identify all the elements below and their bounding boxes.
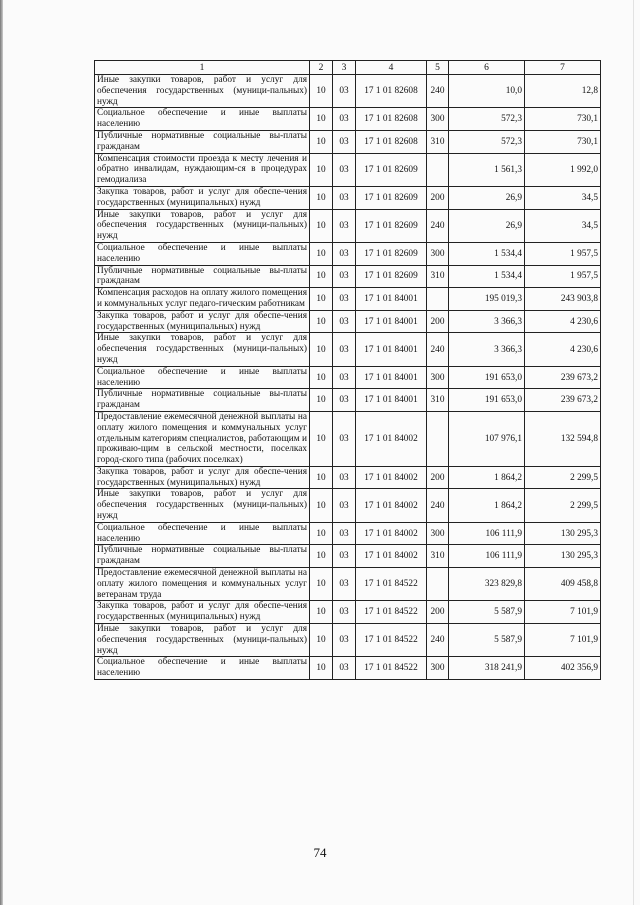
section-cell: 10 — [310, 624, 333, 657]
amount-year1-cell: 1 864,2 — [449, 489, 525, 522]
amount-year1-cell: 5 587,9 — [449, 624, 525, 657]
amount-year2-cell: 409 458,8 — [525, 568, 601, 601]
table-row — [95, 466, 601, 489]
row-name-cell: Иные закупки товаров, работ и услуг для обеспечения государственных (муници-пальных) нужд — [95, 624, 310, 657]
amount-year1-cell: 106 111,9 — [449, 545, 525, 568]
table-row — [95, 601, 601, 624]
header-row — [95, 61, 601, 75]
expense-type-cell: 310 — [427, 130, 449, 153]
amount-year2-cell: 34,5 — [525, 186, 601, 209]
amount-year2-cell: 4 230,6 — [525, 333, 601, 366]
amount-year1-cell: 3 366,3 — [449, 310, 525, 333]
row-name-cell: Закупка товаров, работ и услуг для обеспе-чения государственных (муниципальных) нужд — [95, 310, 310, 333]
expense-type-cell: 300 — [427, 657, 449, 680]
row-name-cell: Социальное обеспечение и иные выплаты населению — [95, 108, 310, 131]
section-cell: 10 — [310, 657, 333, 680]
expense-type-cell: 310 — [427, 389, 449, 412]
section-cell: 10 — [310, 411, 333, 466]
page-number: 74 — [313, 845, 327, 860]
subsection-cell: 03 — [333, 489, 356, 522]
target-article-cell: 17 1 01 84002 — [356, 411, 427, 466]
amount-year2-cell: 132 594,8 — [525, 411, 601, 466]
amount-year2-cell: 402 356,9 — [525, 657, 601, 680]
amount-year2-cell: 730,1 — [525, 108, 601, 131]
subsection-cell: 03 — [333, 265, 356, 288]
target-article-cell: 17 1 01 82609 — [356, 209, 427, 242]
expense-type-cell: 300 — [427, 522, 449, 545]
subsection-cell: 03 — [333, 466, 356, 489]
table-body — [95, 61, 601, 680]
expense-type-cell: 300 — [427, 242, 449, 265]
table-row — [95, 265, 601, 288]
row-name-cell: Закупка товаров, работ и услуг для обеспе-чения государственных (муниципальных) нужд — [95, 466, 310, 489]
amount-year2-cell: 130 295,3 — [525, 522, 601, 545]
amount-year1-cell: 318 241,9 — [449, 657, 525, 680]
subsection-cell: 03 — [333, 209, 356, 242]
amount-year2-cell: 12,8 — [525, 75, 601, 108]
target-article-cell: 17 1 01 82609 — [356, 153, 427, 186]
scan-right-edge — [633, 0, 634, 905]
target-article-cell: 17 1 01 82608 — [356, 108, 427, 131]
header-cell-2: 2 — [310, 61, 333, 75]
row-name-cell: Социальное обеспечение и иные выплаты населению — [95, 657, 310, 680]
subsection-cell: 03 — [333, 366, 356, 389]
row-name-cell: Публичные нормативные социальные вы-платы гражданам — [95, 389, 310, 412]
row-name-cell: Социальное обеспечение и иные выплаты населению — [95, 366, 310, 389]
row-name-cell: Предоставление ежемесячной денежной выплаты на оплату жилого помещения и коммунальных услуг отдельным категориям специалистов, работающим и проживаю-щим в сельской местности, поселках город-ского типа (рабочих поселках) — [95, 411, 310, 466]
table-row — [95, 568, 601, 601]
amount-year2-cell: 239 673,2 — [525, 389, 601, 412]
subsection-cell: 03 — [333, 153, 356, 186]
expense-type-cell — [427, 288, 449, 311]
amount-year1-cell: 572,3 — [449, 108, 525, 131]
section-cell: 10 — [310, 389, 333, 412]
target-article-cell: 17 1 01 82609 — [356, 186, 427, 209]
amount-year2-cell: 730,1 — [525, 130, 601, 153]
header-cell-7: 7 — [525, 61, 601, 75]
row-name-cell: Предоставление ежемесячной денежной выплаты на оплату жилого помещения и коммунальных услуг ветеранам труда — [95, 568, 310, 601]
row-name-cell: Иные закупки товаров, работ и услуг для обеспечения государственных (муници-пальных) нужд — [95, 75, 310, 108]
target-article-cell: 17 1 01 84522 — [356, 657, 427, 680]
expense-type-cell — [427, 153, 449, 186]
section-cell: 10 — [310, 366, 333, 389]
table-row — [95, 333, 601, 366]
amount-year2-cell: 2 299,5 — [525, 466, 601, 489]
amount-year2-cell: 1 992,0 — [525, 153, 601, 186]
section-cell: 10 — [310, 209, 333, 242]
amount-year2-cell: 1 957,5 — [525, 242, 601, 265]
amount-year1-cell: 1 561,3 — [449, 153, 525, 186]
header-cell-5: 5 — [427, 61, 449, 75]
target-article-cell: 17 1 01 84001 — [356, 366, 427, 389]
amount-year1-cell: 107 976,1 — [449, 411, 525, 466]
row-name-cell: Иные закупки товаров, работ и услуг для обеспечения государственных (муници-пальных) нужд — [95, 209, 310, 242]
target-article-cell: 17 1 01 84001 — [356, 333, 427, 366]
amount-year2-cell: 34,5 — [525, 209, 601, 242]
subsection-cell: 03 — [333, 411, 356, 466]
target-article-cell: 17 1 01 84002 — [356, 545, 427, 568]
table-row — [95, 545, 601, 568]
subsection-cell: 03 — [333, 288, 356, 311]
amount-year2-cell: 7 101,9 — [525, 624, 601, 657]
subsection-cell: 03 — [333, 186, 356, 209]
amount-year2-cell: 130 295,3 — [525, 545, 601, 568]
subsection-cell: 03 — [333, 130, 356, 153]
expense-type-cell: 200 — [427, 310, 449, 333]
amount-year1-cell: 323 829,8 — [449, 568, 525, 601]
row-name-cell: Компенсация расходов на оплату жилого помещения и коммунальных услуг педаго-гическим работникам — [95, 288, 310, 311]
target-article-cell: 17 1 01 82609 — [356, 265, 427, 288]
expense-type-cell: 240 — [427, 209, 449, 242]
amount-year2-cell: 2 299,5 — [525, 489, 601, 522]
subsection-cell: 03 — [333, 624, 356, 657]
table-row — [95, 288, 601, 311]
amount-year2-cell: 239 673,2 — [525, 366, 601, 389]
section-cell: 10 — [310, 310, 333, 333]
target-article-cell: 17 1 01 84001 — [356, 310, 427, 333]
expense-type-cell — [427, 568, 449, 601]
amount-year1-cell: 195 019,3 — [449, 288, 525, 311]
section-cell: 10 — [310, 265, 333, 288]
section-cell: 10 — [310, 108, 333, 131]
subsection-cell: 03 — [333, 545, 356, 568]
target-article-cell: 17 1 01 84002 — [356, 466, 427, 489]
table-row — [95, 186, 601, 209]
section-cell: 10 — [310, 545, 333, 568]
section-cell: 10 — [310, 489, 333, 522]
row-name-cell: Социальное обеспечение и иные выплаты населению — [95, 242, 310, 265]
target-article-cell: 17 1 01 84002 — [356, 522, 427, 545]
section-cell: 10 — [310, 75, 333, 108]
row-name-cell: Компенсация стоимости проезда к месту лечения и обратно инвалидам, нуждающим-ся в процедурах гемодиализа — [95, 153, 310, 186]
expense-type-cell: 200 — [427, 466, 449, 489]
table-row — [95, 489, 601, 522]
expense-type-cell: 240 — [427, 624, 449, 657]
section-cell: 10 — [310, 333, 333, 366]
table-row — [95, 153, 601, 186]
row-name-cell: Иные закупки товаров, работ и услуг для обеспечения государственных (муници-пальных) нужд — [95, 489, 310, 522]
target-article-cell: 17 1 01 82609 — [356, 242, 427, 265]
amount-year2-cell: 243 903,8 — [525, 288, 601, 311]
subsection-cell: 03 — [333, 389, 356, 412]
section-cell: 10 — [310, 186, 333, 209]
table-row — [95, 657, 601, 680]
expense-type-cell: 310 — [427, 545, 449, 568]
row-name-cell: Публичные нормативные социальные вы-платы гражданам — [95, 545, 310, 568]
expense-type-cell: 310 — [427, 265, 449, 288]
row-name-cell: Публичные нормативные социальные вы-платы гражданам — [95, 130, 310, 153]
amount-year1-cell: 191 653,0 — [449, 389, 525, 412]
target-article-cell: 17 1 01 82608 — [356, 130, 427, 153]
amount-year1-cell: 5 587,9 — [449, 601, 525, 624]
subsection-cell: 03 — [333, 568, 356, 601]
expense-type-cell: 300 — [427, 366, 449, 389]
section-cell: 10 — [310, 288, 333, 311]
section-cell: 10 — [310, 130, 333, 153]
header-cell-1: 1 — [95, 61, 310, 75]
table-row — [95, 366, 601, 389]
subsection-cell: 03 — [333, 108, 356, 131]
amount-year2-cell: 7 101,9 — [525, 601, 601, 624]
header-cell-3: 3 — [333, 61, 356, 75]
amount-year1-cell: 572,3 — [449, 130, 525, 153]
budget-table — [94, 60, 601, 680]
row-name-cell: Закупка товаров, работ и услуг для обеспе-чения государственных (муниципальных) нужд — [95, 601, 310, 624]
section-cell: 10 — [310, 153, 333, 186]
target-article-cell: 17 1 01 84001 — [356, 288, 427, 311]
section-cell: 10 — [310, 242, 333, 265]
amount-year1-cell: 191 653,0 — [449, 366, 525, 389]
scan-left-edge — [0, 0, 3, 905]
section-cell: 10 — [310, 601, 333, 624]
subsection-cell: 03 — [333, 601, 356, 624]
header-cell-4: 4 — [356, 61, 427, 75]
row-name-cell: Закупка товаров, работ и услуг для обеспе-чения государственных (муниципальных) нужд — [95, 186, 310, 209]
table-row — [95, 242, 601, 265]
expense-type-cell: 200 — [427, 186, 449, 209]
table-row — [95, 130, 601, 153]
table-row — [95, 411, 601, 466]
expense-type-cell: 300 — [427, 108, 449, 131]
amount-year1-cell: 1 534,4 — [449, 265, 525, 288]
subsection-cell: 03 — [333, 333, 356, 366]
target-article-cell: 17 1 01 84522 — [356, 568, 427, 601]
target-article-cell: 17 1 01 84002 — [356, 489, 427, 522]
amount-year1-cell: 1 864,2 — [449, 466, 525, 489]
section-cell: 10 — [310, 568, 333, 601]
subsection-cell: 03 — [333, 522, 356, 545]
section-cell: 10 — [310, 522, 333, 545]
amount-year2-cell: 1 957,5 — [525, 265, 601, 288]
table-row — [95, 310, 601, 333]
target-article-cell: 17 1 01 84522 — [356, 601, 427, 624]
amount-year1-cell: 1 534,4 — [449, 242, 525, 265]
amount-year1-cell: 10,0 — [449, 75, 525, 108]
expense-type-cell: 240 — [427, 489, 449, 522]
row-name-cell: Социальное обеспечение и иные выплаты населению — [95, 522, 310, 545]
amount-year2-cell: 4 230,6 — [525, 310, 601, 333]
target-article-cell: 17 1 01 82608 — [356, 75, 427, 108]
amount-year1-cell: 3 366,3 — [449, 333, 525, 366]
subsection-cell: 03 — [333, 242, 356, 265]
expense-type-cell: 240 — [427, 75, 449, 108]
amount-year1-cell: 26,9 — [449, 209, 525, 242]
target-article-cell: 17 1 01 84001 — [356, 389, 427, 412]
table-row — [95, 75, 601, 108]
expense-type-cell: 200 — [427, 601, 449, 624]
amount-year1-cell: 26,9 — [449, 186, 525, 209]
amount-year1-cell: 106 111,9 — [449, 522, 525, 545]
table-row — [95, 624, 601, 657]
table-row — [95, 389, 601, 412]
target-article-cell: 17 1 01 84522 — [356, 624, 427, 657]
expense-type-cell — [427, 411, 449, 466]
table-row — [95, 209, 601, 242]
section-cell: 10 — [310, 466, 333, 489]
row-name-cell: Публичные нормативные социальные вы-платы гражданам — [95, 265, 310, 288]
row-name-cell: Иные закупки товаров, работ и услуг для обеспечения государственных (муници-пальных) нужд — [95, 333, 310, 366]
subsection-cell: 03 — [333, 657, 356, 680]
table-row — [95, 522, 601, 545]
expense-type-cell: 240 — [427, 333, 449, 366]
table-row — [95, 108, 601, 131]
subsection-cell: 03 — [333, 310, 356, 333]
header-cell-6: 6 — [449, 61, 525, 75]
subsection-cell: 03 — [333, 75, 356, 108]
